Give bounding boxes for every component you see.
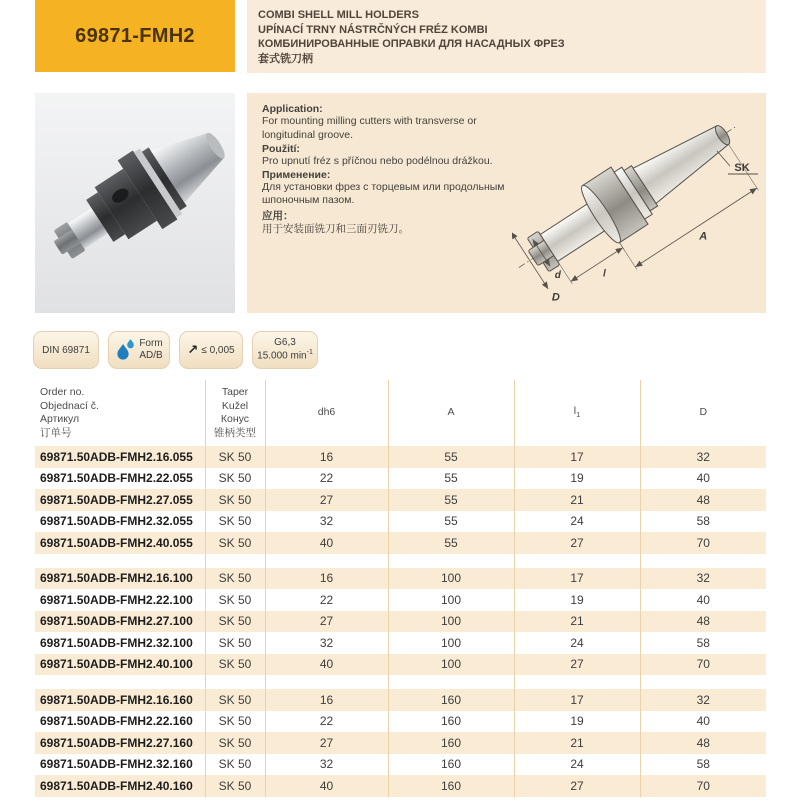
taper-cell: SK 50	[205, 632, 265, 654]
label-d: d	[554, 269, 561, 281]
taper-cell: SK 50	[205, 711, 265, 733]
order-no-cell: 69871.50ADB-FMH2.32.160	[35, 754, 205, 776]
a-cell: 100	[388, 632, 514, 654]
application-section-ru: Применение: Для установки фрез с торцевым или продольным шпоночным пазом.	[262, 168, 505, 207]
label-D: D	[551, 291, 560, 304]
taper-cell: SK 50	[205, 689, 265, 711]
runout-arrow-icon: ↗	[187, 342, 199, 357]
a-cell: 160	[388, 689, 514, 711]
d-cell: 58	[696, 514, 710, 529]
taper-cell: SK 50	[205, 775, 265, 797]
order-no-cell: 69871.50ADB-FMH2.32.100	[35, 632, 205, 654]
badge-din-69871: DIN 69871	[33, 331, 99, 369]
table-row	[35, 446, 766, 468]
product-photo-panel	[35, 93, 235, 313]
taper-cell: SK 50	[205, 732, 265, 754]
order-no-cell: 69871.50ADB-FMH2.27.160	[35, 732, 205, 754]
d-cell: 70	[696, 657, 710, 672]
taper-cell: SK 50	[205, 589, 265, 611]
d-cell: 48	[696, 614, 710, 629]
d-cell: 32	[696, 449, 710, 464]
coolant-drops-icon	[115, 338, 135, 362]
title-line-cs: UPÍNACÍ TRNY NÁSTRČNÝCH FRÉZ KOMBI	[258, 23, 488, 36]
badge-row	[33, 331, 318, 369]
a-cell: 160	[388, 732, 514, 754]
column-header-a: A	[388, 380, 514, 446]
taper-cell: SK 50	[205, 489, 265, 511]
a-cell: 55	[388, 511, 514, 533]
a-cell: 55	[388, 446, 514, 468]
d-cell: 32	[696, 692, 710, 707]
application-text	[262, 103, 520, 237]
column-header-dh6: dh6	[265, 380, 388, 446]
application-section-cs: Použití: Pro upnutí fréz s příčnou nebo podélnou drážkou.	[262, 142, 493, 167]
a-cell: 160	[388, 775, 514, 797]
l1-cell: 21	[514, 611, 640, 633]
d-cell: 58	[696, 757, 710, 772]
l1-cell: 24	[514, 511, 640, 533]
table-row	[35, 489, 766, 511]
title-line-en: COMBI SHELL MILL HOLDERS	[258, 9, 419, 21]
table-row	[35, 732, 766, 754]
table-row	[35, 511, 766, 533]
dh6-cell: 27	[265, 489, 388, 511]
badge-balance-speed: G6,3 15.000 $\min^{-1}$	[252, 331, 318, 369]
a-cell: 100	[388, 589, 514, 611]
table-header-row	[35, 380, 766, 446]
label-SK-group	[717, 151, 758, 174]
l1-cell: 24	[514, 754, 640, 776]
title-line-ru: КОМБИНИРОВАННЫЕ ОПРАВКИ ДЛЯ НАСАДНЫХ ФРЕЗ	[258, 38, 565, 50]
a-cell: 55	[388, 468, 514, 490]
dh6-cell: 32	[265, 511, 388, 533]
l1-cell: 27	[514, 532, 640, 554]
order-no-cell: 69871.50ADB-FMH2.40.160	[35, 775, 205, 797]
l1-cell: 19	[514, 711, 640, 733]
d-cell: 58	[696, 635, 710, 650]
label-SK: SK	[734, 162, 750, 174]
group-spacer-row	[35, 675, 766, 689]
taper-cell: SK 50	[205, 754, 265, 776]
order-no-cell: 69871.50ADB-FMH2.22.160	[35, 711, 205, 733]
table-row	[35, 468, 766, 490]
product-code-box	[35, 0, 235, 72]
column-header-d: D	[699, 406, 708, 419]
l1-cell: 17	[514, 446, 640, 468]
table-row	[35, 654, 766, 676]
table-row	[35, 589, 766, 611]
table-row	[35, 689, 766, 711]
title-line-zh: 套式铣刀柄	[258, 52, 313, 65]
label-A: A	[699, 230, 708, 243]
column-header-taper: Taper Kužel Конус 锥柄类型	[205, 380, 265, 446]
l1-cell: 19	[514, 589, 640, 611]
order-no-cell: 69871.50ADB-FMH2.16.100	[35, 568, 205, 590]
dh6-cell: 16	[265, 689, 388, 711]
d-cell: 40	[696, 592, 710, 607]
d-cell: 70	[696, 778, 710, 793]
d-cell: 32	[696, 571, 710, 586]
taper-cell: SK 50	[205, 468, 265, 490]
d-cell: 48	[696, 735, 710, 750]
dh6-cell: 27	[265, 732, 388, 754]
l1-cell: 27	[514, 654, 640, 676]
order-no-cell: 69871.50ADB-FMH2.32.055	[35, 511, 205, 533]
technical-drawing	[512, 106, 762, 311]
a-cell: 55	[388, 489, 514, 511]
table-row	[35, 568, 766, 590]
table-row	[35, 632, 766, 654]
order-no-cell: 69871.50ADB-FMH2.27.055	[35, 489, 205, 511]
l1-cell: 27	[514, 775, 640, 797]
l1-cell: 17	[514, 568, 640, 590]
badge-runout: ↗ ≤ 0,005	[179, 331, 243, 369]
dh6-cell: 16	[265, 568, 388, 590]
l1-cell: 21	[514, 489, 640, 511]
dh6-cell: 22	[265, 589, 388, 611]
l1-cell: 24	[514, 632, 640, 654]
l1-cell: 21	[514, 732, 640, 754]
a-cell: 100	[388, 611, 514, 633]
spec-table	[35, 380, 766, 797]
order-no-cell: 69871.50ADB-FMH2.22.100	[35, 589, 205, 611]
group-spacer-row	[35, 554, 766, 568]
taper-cell: SK 50	[205, 654, 265, 676]
info-panel	[247, 93, 766, 313]
dh6-cell: 40	[265, 654, 388, 676]
label-l: l	[602, 268, 606, 280]
taper-cell: SK 50	[205, 611, 265, 633]
l1-cell: 17	[514, 689, 640, 711]
order-no-cell: 69871.50ADB-FMH2.27.100	[35, 611, 205, 633]
dh6-cell: 40	[265, 775, 388, 797]
d-cell: 70	[696, 535, 710, 550]
order-no-cell: 69871.50ADB-FMH2.16.055	[35, 446, 205, 468]
a-cell: 100	[388, 654, 514, 676]
order-no-cell: 69871.50ADB-FMH2.40.055	[35, 532, 205, 554]
a-cell: 160	[388, 754, 514, 776]
d-cell: 40	[696, 471, 710, 486]
application-section-zh: 应用： 用于安装面铣刀和三面刃铣刀。	[262, 210, 409, 236]
table-row	[35, 711, 766, 733]
product-photo	[35, 93, 235, 313]
taper-cell: SK 50	[205, 511, 265, 533]
a-cell: 160	[388, 711, 514, 733]
order-no-cell: 69871.50ADB-FMH2.40.100	[35, 654, 205, 676]
dh6-cell: 40	[265, 532, 388, 554]
table-row	[35, 754, 766, 776]
column-header-order: Order no. Objednací č. Артикул 订单号	[35, 380, 205, 446]
dh6-cell: 22	[265, 711, 388, 733]
dh6-cell: 32	[265, 754, 388, 776]
product-code: 69871-FMH2	[75, 24, 195, 47]
dh6-cell: 16	[265, 446, 388, 468]
d-cell: 48	[696, 492, 710, 507]
a-cell: 100	[388, 568, 514, 590]
column-header-l1: $l_1$	[514, 380, 640, 446]
order-no-cell: 69871.50ADB-FMH2.22.055	[35, 468, 205, 490]
taper-cell: SK 50	[205, 446, 265, 468]
taper-cell: SK 50	[205, 532, 265, 554]
application-section-en: Application: For mounting milling cutters with transverse or longitudinal groove.	[262, 103, 477, 141]
d-cell: 40	[696, 714, 710, 729]
l1-cell: 19	[514, 468, 640, 490]
dh6-cell: 27	[265, 611, 388, 633]
title-box	[247, 0, 766, 73]
table-row	[35, 611, 766, 633]
spec-table-body	[35, 446, 766, 797]
badge-coolant-form: Form AD/B	[108, 331, 170, 369]
dh6-cell: 32	[265, 632, 388, 654]
table-row	[35, 532, 766, 554]
order-no-cell: 69871.50ADB-FMH2.16.160	[35, 689, 205, 711]
table-row	[35, 775, 766, 797]
dh6-cell: 22	[265, 468, 388, 490]
taper-cell: SK 50	[205, 568, 265, 590]
a-cell: 55	[388, 532, 514, 554]
